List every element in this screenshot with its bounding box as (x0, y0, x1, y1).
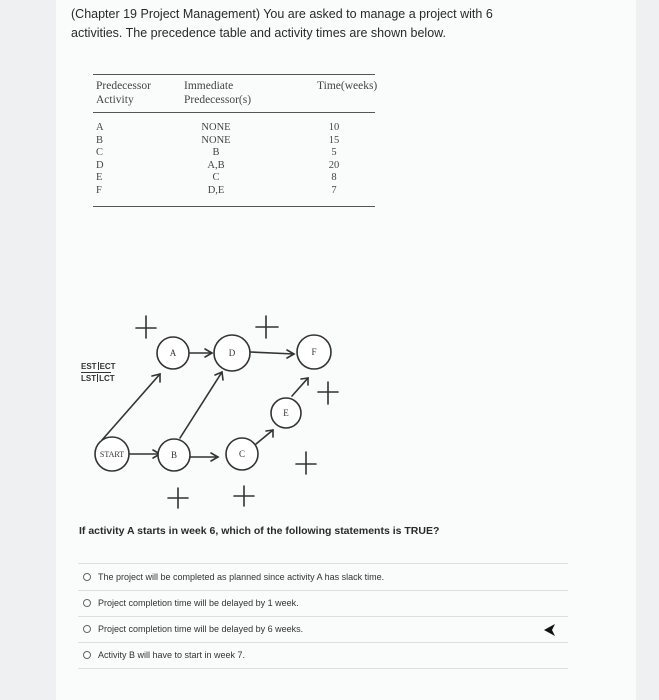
table-header-rule (93, 112, 375, 113)
legend-bottom: LST LCT (81, 374, 115, 383)
table-cell: D,E (207, 184, 225, 196)
table-cell: B (96, 134, 104, 146)
table-cell: 5 (331, 147, 337, 159)
question-intro: (Chapter 19 Project Management) You are asked to manage a project with 6 activities. The precedence table and activity times are shown below. (71, 7, 493, 40)
header-predecessors: Immediate Predecessor(s) (184, 80, 252, 106)
option-divider (78, 642, 568, 643)
network-diagram (60, 300, 360, 510)
table-top-rule (93, 74, 375, 75)
option-divider (78, 616, 568, 617)
table-cell: E (96, 172, 103, 184)
mouse-cursor-icon (543, 622, 557, 638)
option-divider (78, 668, 568, 669)
radio-button[interactable] (83, 651, 91, 659)
node-a-label: A (169, 348, 177, 358)
activity-column (96, 122, 110, 198)
node-d-label: D (228, 348, 236, 358)
table-cell: 15 (328, 134, 340, 146)
option-divider (78, 563, 568, 564)
table-cell: NONE (201, 134, 231, 146)
table-cell: C (212, 172, 220, 184)
answer-option[interactable]: Project completion time will be delayed by 6 weeks. (83, 621, 303, 637)
table-cell: 8 (331, 172, 337, 184)
predecessors-column (179, 122, 253, 198)
table-cell: F (96, 184, 102, 196)
header-activity: Predecessor Activity (96, 80, 151, 106)
radio-button[interactable] (83, 625, 91, 633)
node-b-label: B (170, 450, 178, 460)
answer-option[interactable]: Activity B will have to start in week 7. (83, 647, 245, 663)
radio-button[interactable] (83, 573, 91, 581)
table-cell: A,B (207, 159, 225, 171)
answer-option[interactable]: Project completion time will be delayed by 1 week. (83, 595, 299, 611)
radio-button[interactable] (83, 599, 91, 607)
node-start-label: START (99, 450, 125, 459)
answer-option[interactable]: The project will be completed as planned since activity A has slack time. (83, 569, 384, 585)
node-c-label: C (238, 449, 246, 459)
table-cell: D (96, 159, 104, 171)
header-time: Time(weeks) (317, 80, 378, 92)
time-column (319, 122, 349, 198)
node-f-label: F (311, 347, 317, 357)
table-bottom-rule (93, 206, 375, 207)
table-cell: C (96, 147, 104, 159)
table-cell: 20 (328, 159, 340, 171)
table-cell: NONE (201, 122, 231, 133)
question-text: If activity A starts in week 6, which of the following statements is TRUE? (79, 525, 440, 537)
option-divider (78, 590, 568, 591)
table-cell: A (96, 122, 104, 133)
table-cell: 10 (328, 122, 340, 133)
node-e-label: E (283, 408, 289, 418)
legend-top: EST ECT (81, 362, 116, 371)
precedence-table (93, 74, 378, 208)
table-cell: B (212, 147, 220, 159)
table-cell: 7 (331, 184, 337, 196)
